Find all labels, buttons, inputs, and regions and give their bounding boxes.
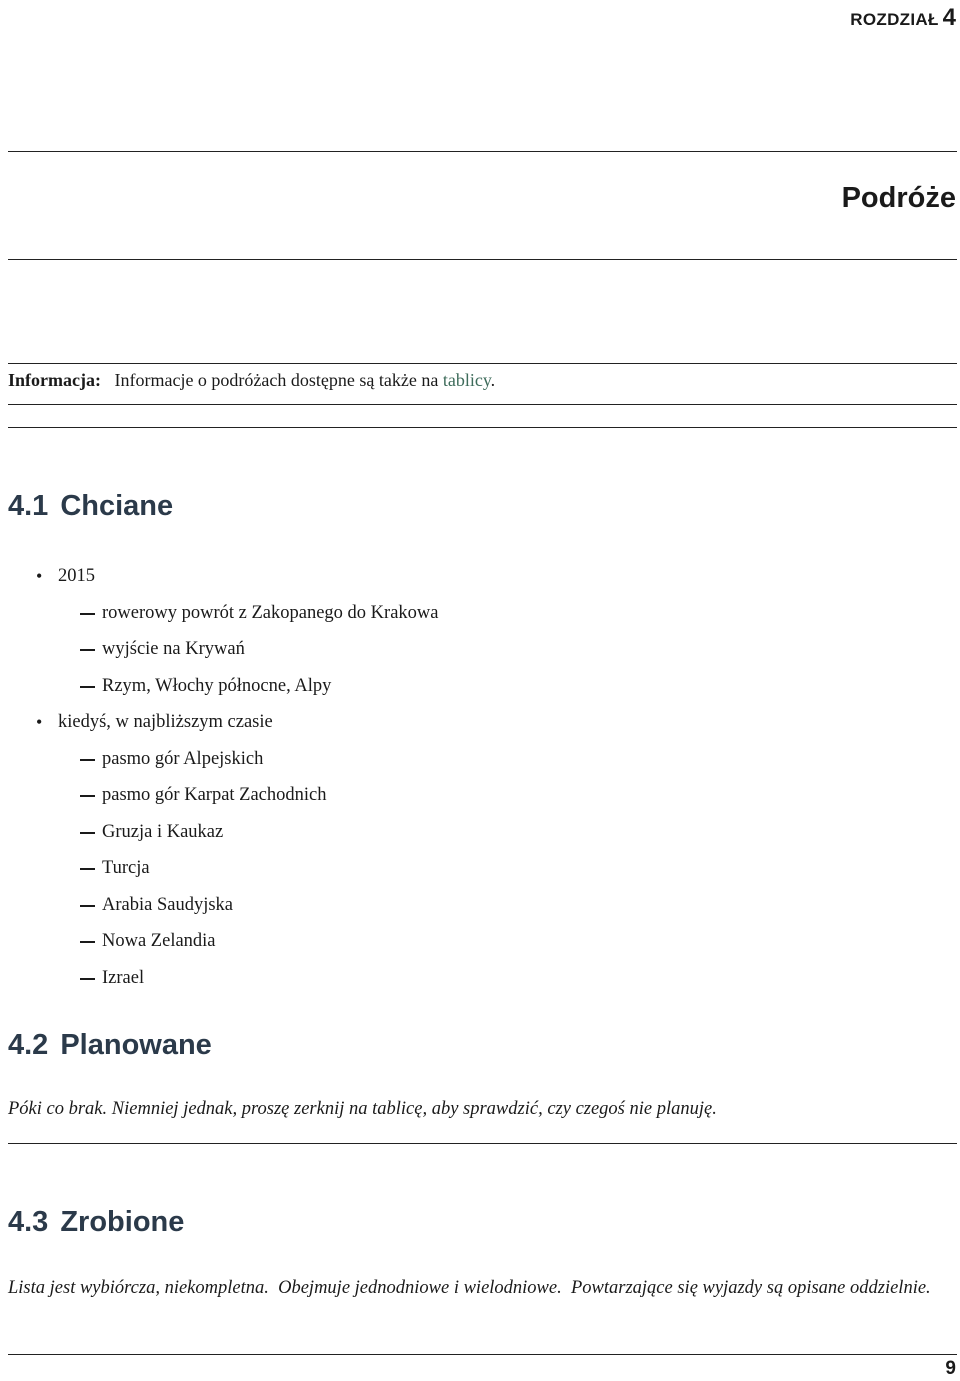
divider [8,259,957,260]
group-label: kiedyś, w najbliższym czasie [58,712,273,732]
group-label: 2015 [58,566,95,586]
list-item-text: Rzym, Włochy północne, Alpy [102,675,332,696]
list-item [58,777,439,814]
section-number: 4.1 [8,490,49,522]
list-item [36,704,439,996]
info-note-label: Informacja: [8,370,101,390]
info-note [8,370,495,391]
section-number: 4.2 [8,1029,49,1061]
section-number: 4.3 [8,1206,49,1238]
section-title: Zrobione [60,1206,185,1238]
list-item-text: Nowa Zelandia [102,931,216,951]
page-number: 9 [945,1358,956,1379]
list-item-text: pasmo gór Alpejskich [102,748,264,769]
list-item-text: Turcja [102,858,150,878]
divider [8,151,957,152]
list-item-text: Arabia Saudyjska [102,894,234,915]
chapter-label [850,4,956,32]
list-item [58,887,439,924]
divider [8,363,957,364]
list-item [58,595,439,632]
tablica-link[interactable]: tablicy [442,370,491,390]
list-item [58,814,439,851]
info-note-end: . [490,370,496,390]
list-item-text: rowerowy powrót z Zakopanego do Krakowa [102,602,439,623]
list-item-text: Gruzja i Kaukaz [102,821,224,842]
chapter-word: ROZDZIAŁ [850,10,939,29]
divider [8,1143,957,1144]
list-item [58,960,439,997]
divider [8,427,957,428]
list-item-text: pasmo gór Karpat Zachodnich [102,785,327,805]
divider [8,1354,957,1355]
list-item [58,741,439,778]
planned-text: Póki co brak. Niemniej jednak, proszę zerknij na tablicę, aby sprawdzić, czy czegoś nie planuję. [8,1099,717,1119]
section-title: Planowane [60,1029,212,1061]
wanted-list [36,558,439,996]
done-text: Lista jest wybiórcza, niekompletna. Obejmuje jednodniowe i wielodniowe. Powtarzające się wyjazdy są opisane oddzielnie. [8,1278,931,1298]
chapter-number: 4 [942,4,956,31]
section-title: Chciane [60,490,174,522]
list-item-text: wyjście na Krywań [102,639,245,659]
section-heading-wanted [8,490,173,523]
list-item [36,558,439,704]
section-heading-planned [8,1029,212,1062]
list-item [58,850,439,887]
chapter-title: Podróże [841,182,956,214]
section-heading-done [8,1206,184,1239]
list-item [58,668,439,705]
divider [8,404,957,405]
list-item [58,631,439,668]
info-note-text: Informacje o podróżach dostępne są także na [114,370,439,390]
list-item [58,923,439,960]
list-item-text: Izrael [102,967,145,988]
